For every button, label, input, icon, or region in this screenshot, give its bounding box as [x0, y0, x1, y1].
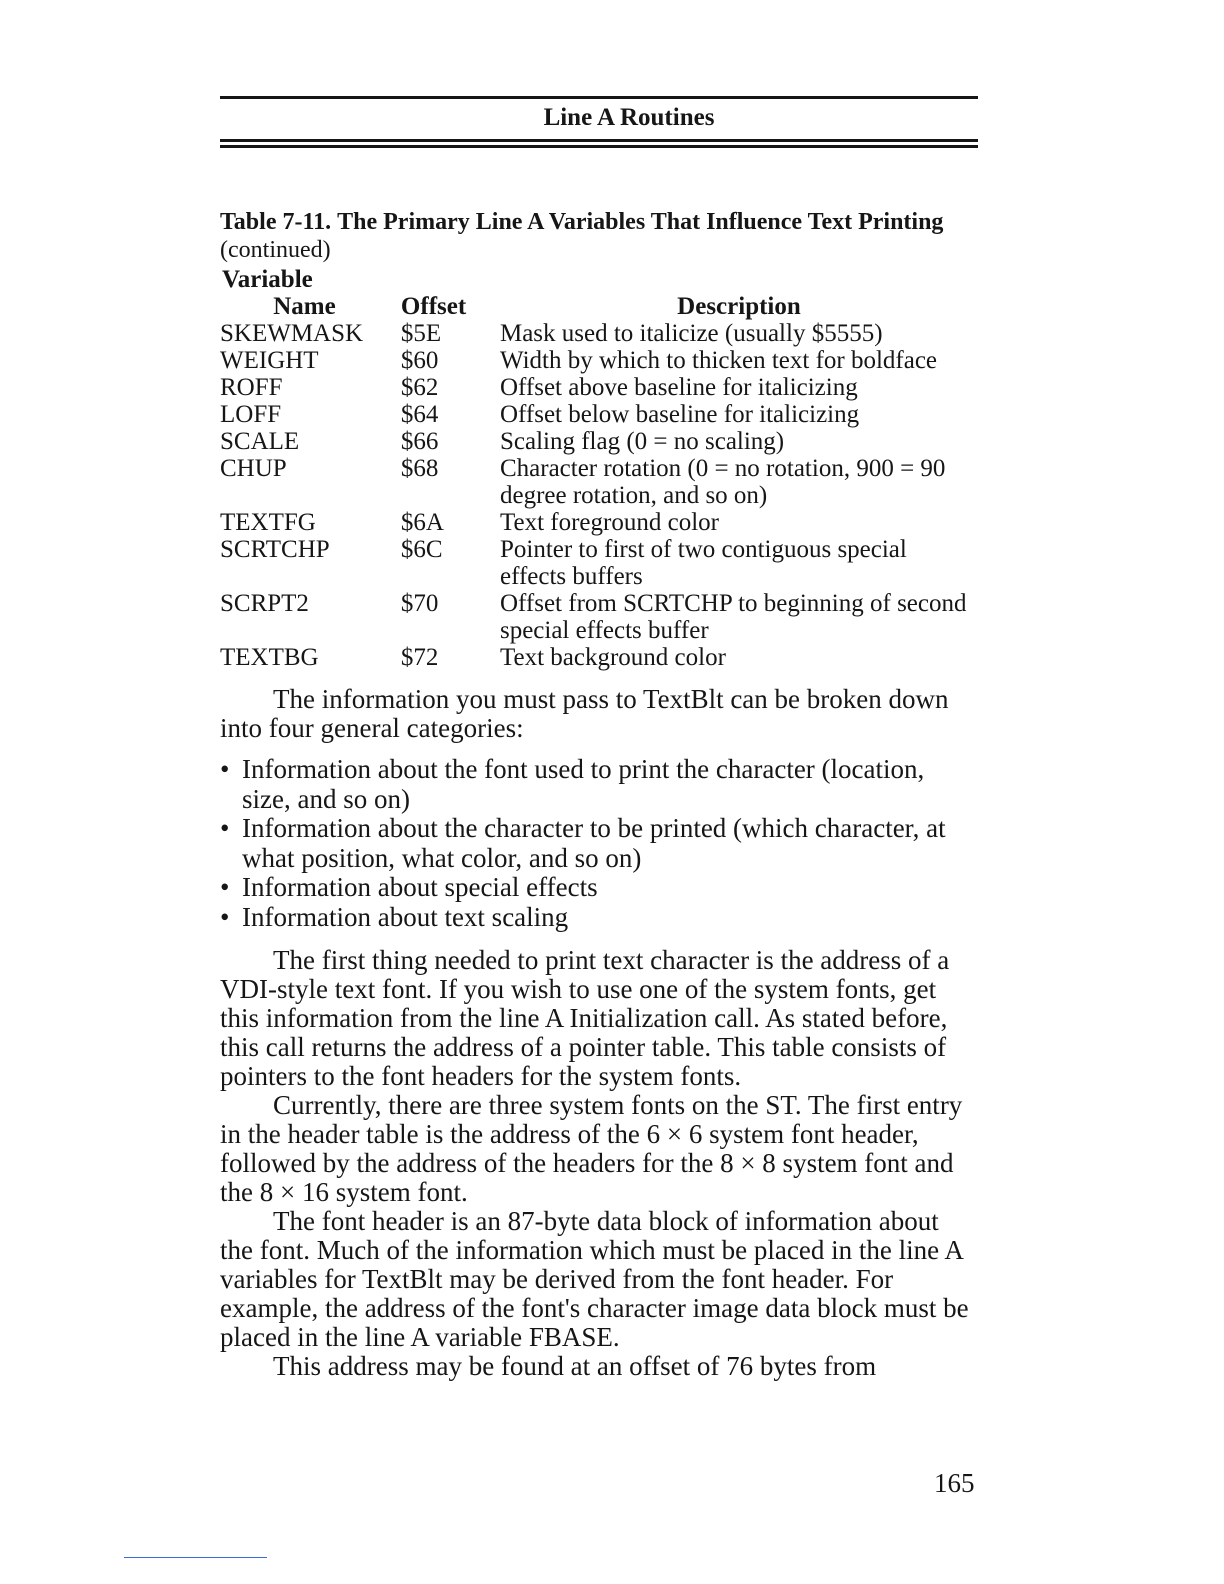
variable-name-cell: SCRTCHP [220, 536, 330, 563]
table-row [220, 428, 978, 455]
description-cell: Offset below baseline for italicizing [499, 401, 860, 428]
bullet-item [220, 755, 978, 814]
bullet-item [220, 873, 978, 903]
header-variable-line: Variable [222, 266, 313, 293]
table-row [220, 374, 978, 401]
offset-cell: $6C [400, 536, 443, 563]
offset-cell: $6A [400, 509, 444, 536]
table-row [220, 590, 978, 644]
offset-cell: $60 [400, 347, 439, 374]
header-description-label: Description [677, 293, 801, 320]
header-offset [401, 266, 500, 320]
table-header-row [220, 266, 978, 320]
bullet-text: Information about the character to be printed (which character, at what position, what color, and so on) [242, 813, 946, 873]
intro-paragraph: The information you must pass to TextBlt can be broken down into four general categories: [220, 684, 949, 743]
table-caption-title: The Primary Line A Variables That Influence Text Printing [337, 209, 944, 235]
body-paragraph: This address may be found at an offset of 76 bytes from [273, 1351, 877, 1381]
page [220, 96, 978, 1381]
offset-cell: $70 [400, 590, 439, 617]
header-offset-label: Offset [400, 293, 467, 320]
bullet-text: Information about the font used to print the character (location, size, and so on) [242, 754, 925, 814]
variable-name-cell: LOFF [220, 401, 282, 428]
description-cell: Pointer to first of two contiguous special effects buffers [499, 536, 907, 590]
description-cell: Mask used to italicize (usually $5555) [499, 320, 883, 347]
table-caption-suffix: (continued) [220, 237, 331, 263]
table-body [220, 320, 978, 671]
description-cell: Width by which to thicken text for boldface [499, 347, 938, 374]
variable-name-cell: SCALE [220, 428, 300, 455]
header-name-line: Name [273, 293, 336, 320]
offset-cell: $68 [400, 455, 439, 482]
description-cell: Text background color [499, 644, 726, 671]
table-row [220, 509, 978, 536]
offset-cell: $72 [400, 644, 439, 671]
variable-name-cell: TEXTBG [220, 644, 319, 671]
bullet-item [220, 903, 978, 933]
header-rule-double-lower [220, 145, 978, 148]
description-cell: Offset above baseline for italicizing [499, 374, 858, 401]
variable-name-cell: WEIGHT [220, 347, 319, 374]
description-cell: Character rotation (0 = no rotation, 900 = 90 degree rotation, and so on) [499, 455, 946, 509]
variable-name-cell: TEXTFG [220, 509, 316, 536]
description-cell: Scaling flag (0 = no scaling) [499, 428, 785, 455]
page-number: 165 [934, 1468, 975, 1498]
offset-cell: $64 [400, 401, 439, 428]
bullet-dot-icon: • [220, 872, 230, 902]
bullet-text: Information about special effects [242, 872, 598, 902]
table-row [220, 455, 978, 509]
bullet-dot-icon: • [220, 901, 230, 932]
variable-name-cell: CHUP [220, 455, 287, 482]
offset-cell: $62 [400, 374, 439, 401]
table-row [220, 320, 978, 347]
body-paragraphs [220, 946, 978, 1381]
bullet-text: Information about text scaling [242, 901, 569, 932]
table-row [220, 347, 978, 374]
body-paragraph: Currently, there are three system fonts on the ST. The first entry in the header table is the address of the 6 × 6 system font header, followed by the address of the headers for the 8 × 8 system font and the 8 × 16 system font. [220, 1090, 963, 1207]
description-cell: Text foreground color [499, 509, 719, 536]
body-paragraph: The font header is an 87-byte data block of information about the font. Much of the information which must be placed in the line A variables for TextBlt may be derived from the font header. For example, the address of the font's character image data block must be placed in the line A variable FBASE. [220, 1206, 969, 1352]
table-caption-label: Table 7-11. [220, 209, 332, 235]
body-paragraph: The first thing needed to print text character is the address of a VDI-style text font. If you wish to use one of the system fonts, get this information from the line A Initialization call. As stated before, this call returns the address of a pointer table. This table consists of pointers to the font headers for the system fonts. [220, 945, 950, 1091]
footnote-rule [124, 1557, 267, 1558]
offset-cell: $5E [400, 320, 442, 347]
variable-name-cell: ROFF [220, 374, 283, 401]
bullet-list [220, 755, 978, 932]
description-cell: Offset from SCRTCHP to beginning of second special effects buffer [499, 590, 967, 644]
bullet-dot-icon: • [220, 754, 230, 784]
variable-name-cell: SKEWMASK [220, 320, 364, 347]
table-caption [220, 208, 978, 264]
table-row [220, 401, 978, 428]
offset-cell: $66 [400, 428, 439, 455]
header-description [500, 266, 978, 320]
header-rule-double-upper [220, 139, 978, 142]
line-a-variables-table [220, 266, 978, 671]
bullet-dot-icon: • [220, 813, 230, 843]
running-head: Line A Routines [543, 104, 715, 131]
table-row [220, 536, 978, 590]
header-variable-name [220, 266, 401, 320]
table-row [220, 644, 978, 671]
variable-name-cell: SCRPT2 [220, 590, 309, 617]
bullet-item [220, 814, 978, 873]
